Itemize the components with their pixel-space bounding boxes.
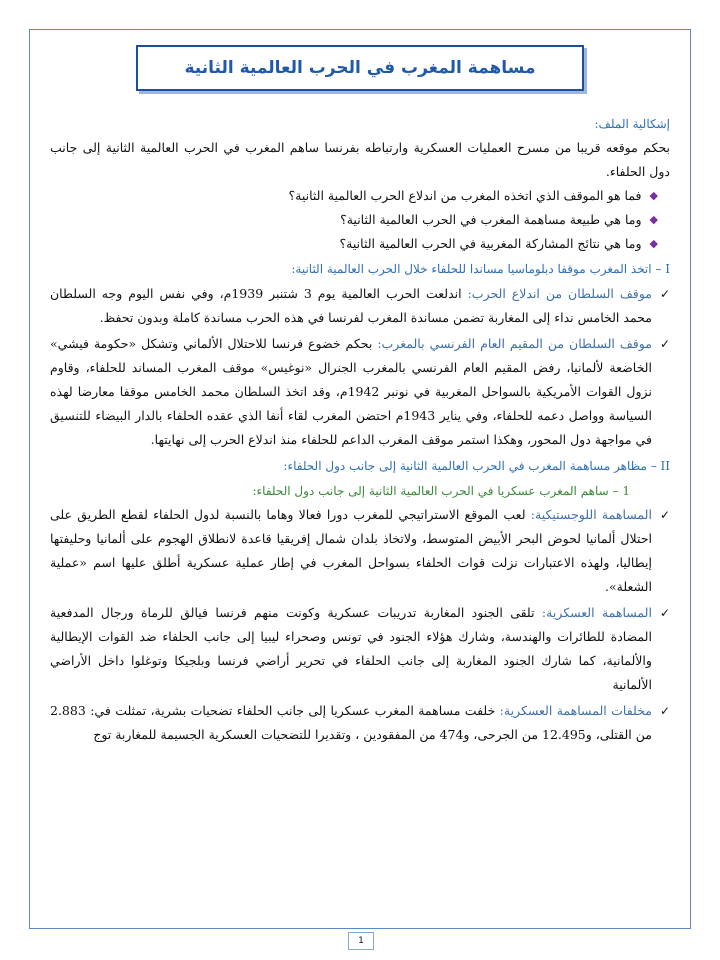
item-label: المساهمة العسكرية: xyxy=(541,605,652,620)
page-title: مساهمة المغرب في الحرب العالمية الثانية xyxy=(184,58,536,78)
document-body xyxy=(50,112,670,749)
arrow-bullet-icon: ◆ xyxy=(649,213,658,226)
section-2-item xyxy=(50,601,670,697)
item-label: موقف السلطان من اندلاع الحرب: xyxy=(467,286,652,301)
question-item xyxy=(50,232,658,256)
question-item xyxy=(50,184,658,208)
checkmark-icon: ✓ xyxy=(659,508,670,522)
item-text: تلقى الجنود المغاربة تدريبات عسكرية وكونت منهم فرنسا فيالق للرماة ورجال المدفعية المضادة للطائرات والهندسة، وشارك هؤلاء الجنود في تونس وصحراء ليبيا إلى جانب الحلفاء ضد القوات الإيطالية والألمانية، كما شارك الجنود المغاربة إلى جانب الحلفاء في تحرير أراضي فرنسا وبلجيكا وتوغلوا داخل الأراضي الألمانية xyxy=(50,605,652,692)
item-text: بحكم خضوع فرنسا للاحتلال الألماني وتشكل «حكومة فيشي» الخاضعة لألمانيا، رفض المقيم العام الفرنسي بالمغرب الجنرال «نوغيس» موقف المغرب المساند للحلفاء، وقاوم نزول القوات الأمريكية بالسواحل المغربية في نونبر 1942م، وقد اتخذ السلطان محمد الخامس موقفا معارضا لهذه السياسة وواصل دعمه للحلفاء، وفي يناير 1943م احتضن المغرب لقاء أنفا الذي عقده الحلفاء بالدار البيضاء للتنسيق في مواجهة دول المحور، وهكذا استمر موقف المغرب الداعم للحلفاء منذ اندلاع الحرب إلى نهايتها. xyxy=(50,336,652,447)
intro-paragraph: بحكم موقعه قريبا من مسرح العمليات العسكرية وارتباطه بفرنسا ساهم المغرب في الحرب العالمية الثانية إلى جانب دول الحلفاء. xyxy=(50,140,670,179)
problem-heading: إشكالية الملف: xyxy=(594,117,670,131)
question-text: وما هي طبيعة مساهمة المغرب في الحرب العالمية الثانية؟ xyxy=(340,212,642,227)
section-2-subheading: 1 – ساهم المغرب عسكريا في الحرب العالمية الثانية إلى جانب دول الحلفاء: xyxy=(252,484,630,498)
item-label: موقف السلطان من المقيم العام الفرنسي بالمغرب: xyxy=(377,336,652,351)
question-text: وما هي نتائج المشاركة المغربية في الحرب العالمية الثانية؟ xyxy=(339,236,642,251)
checkmark-icon: ✓ xyxy=(659,606,670,620)
arrow-bullet-icon: ◆ xyxy=(649,237,658,250)
checkmark-icon: ✓ xyxy=(659,704,670,718)
arrow-bullet-icon: ◆ xyxy=(649,189,658,202)
section-2-item xyxy=(50,503,670,599)
item-label: مخلفات المساهمة العسكرية: xyxy=(499,703,652,718)
section-1-item xyxy=(50,332,670,452)
item-text: لعب الموقع الاستراتيجي للمغرب دورا فعالا وهاما بالنسبة لدول الحلفاء لقطع الطريق على احتلال ألمانيا لحوض البحر الأبيض المتوسط، ولاتخاذ بلدان شمال إفريقيا قاعدة لانطلاق الهجوم على ألمانيا وحليفتها إيطاليا، ولهذه الاعتبارات نزلت قوات الحلفاء بسواحل المغرب في إطار عملية عسكرية أطلق عليها اسم «عملية الشعلة». xyxy=(50,507,652,594)
title-box xyxy=(136,45,584,91)
question-item xyxy=(50,208,658,232)
section-2-item xyxy=(50,699,670,747)
item-text: اندلعت الحرب العالمية يوم 3 شتنبر 1939م، وفي نفس اليوم وجه السلطان محمد الخامس نداء إلى المغاربة تضمن مساندة المغرب لفرنسا في هذه الحرب مساندة كاملة وبدون تحفظ. xyxy=(50,286,652,325)
question-text: فما هو الموقف الذي اتخذه المغرب من اندلاع الحرب العالمية الثانية؟ xyxy=(288,188,642,203)
section-1-heading: I – اتخذ المغرب موقفا دبلوماسيا مساندا للحلفاء خلال الحرب العالمية الثانية: xyxy=(291,262,670,276)
checkmark-icon: ✓ xyxy=(659,287,670,301)
section-1-item xyxy=(50,282,670,330)
item-label: المساهمة اللوجستيكية: xyxy=(530,507,652,522)
section-2-heading: II – مظاهر مساهمة المغرب في الحرب العالمية الثانية إلى جانب دول الحلفاء: xyxy=(283,459,670,473)
checkmark-icon: ✓ xyxy=(659,337,670,351)
page-number: 1 xyxy=(348,932,374,950)
item-text: خلفت مساهمة المغرب عسكريا إلى جانب الحلفاء تضحيات بشرية، تمثلت في: 2.883 من القتلى، و12.495 من الجرحى، و474 من المفقودين ، وتقديرا للتضحيات العسكرية الجسيمة للمغاربة توج xyxy=(50,703,652,742)
